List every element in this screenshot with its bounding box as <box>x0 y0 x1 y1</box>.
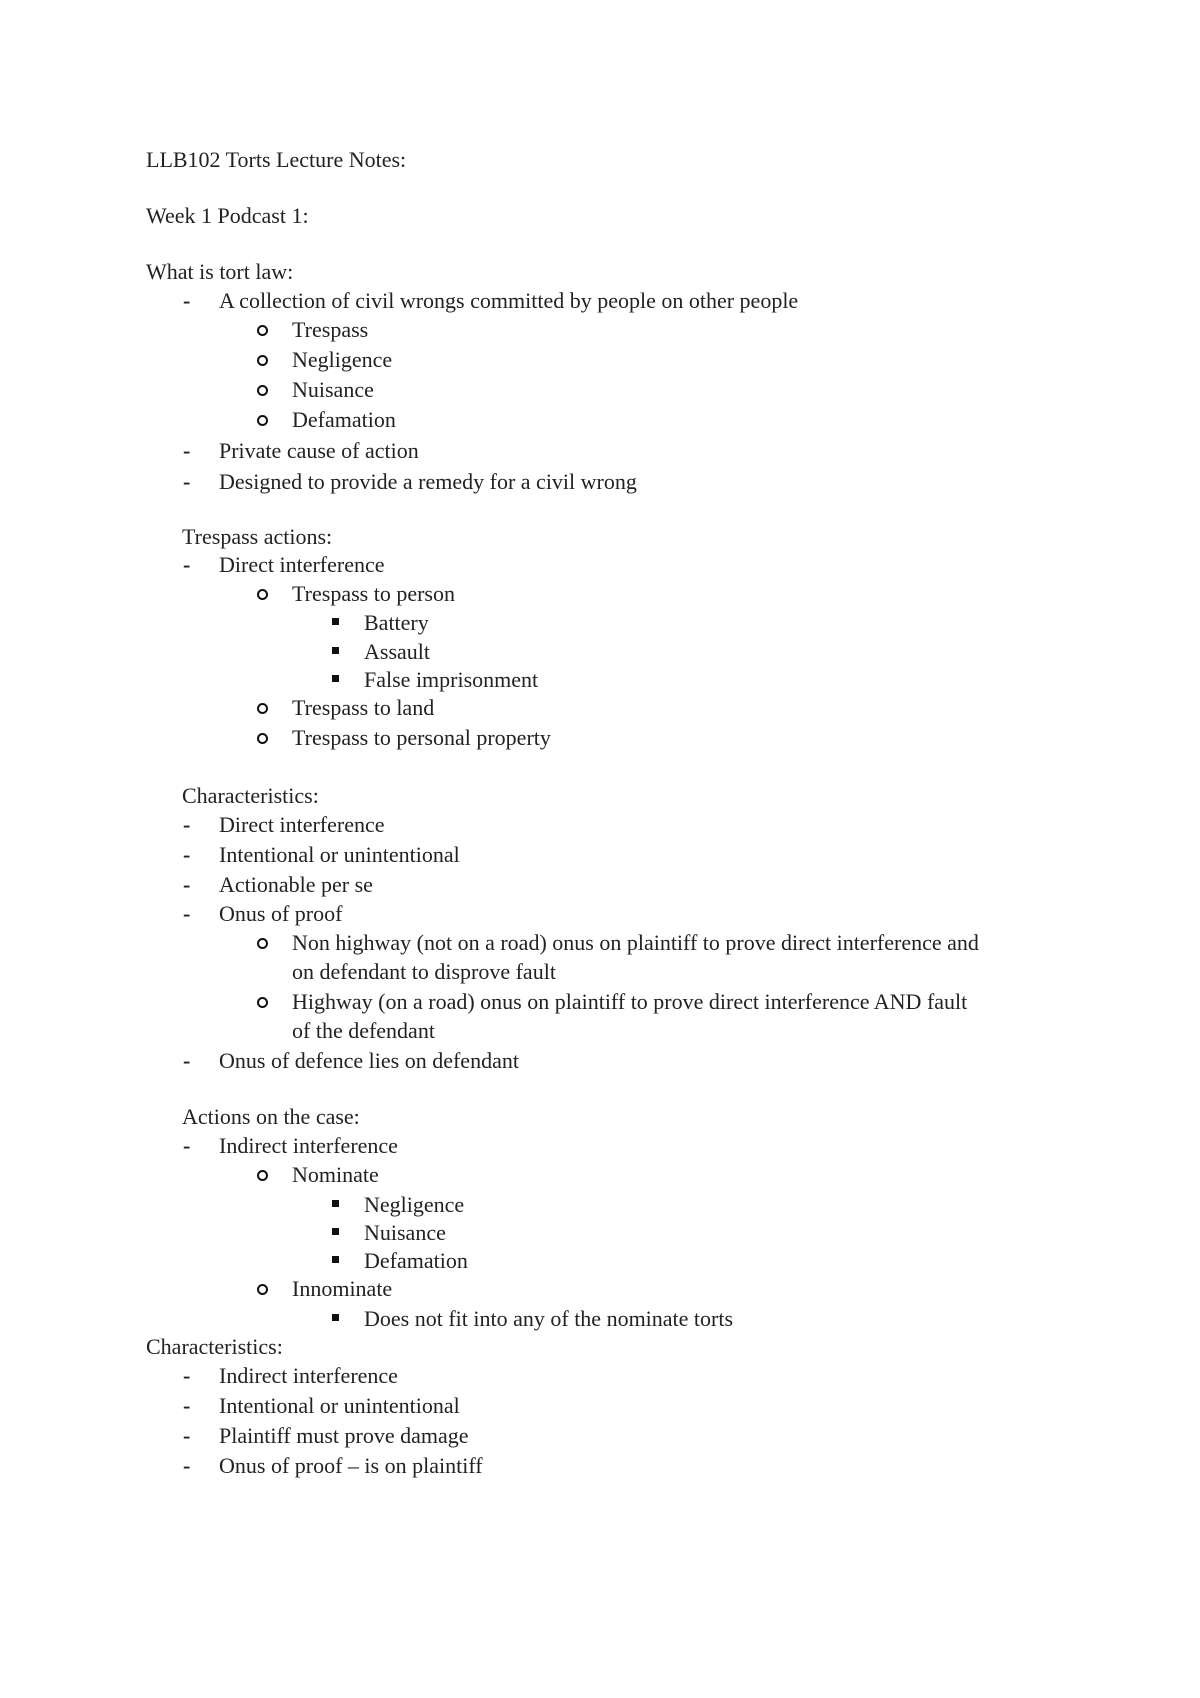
sub-list-item: Trespass <box>292 317 369 342</box>
circle-bullet-icon <box>257 415 268 426</box>
dash-bullet: - <box>183 288 191 313</box>
sub-sub-list-item: Battery <box>364 610 429 635</box>
section-heading: Characteristics: <box>182 783 319 808</box>
section-heading: Actions on the case: <box>182 1104 360 1129</box>
dash-bullet: - <box>183 552 191 577</box>
sub-list-item: Trespass to person <box>292 581 455 606</box>
circle-bullet-icon <box>257 733 268 744</box>
sub-sub-list-item: Does not fit into any of the nominate torts <box>364 1306 734 1331</box>
circle-bullet-icon <box>257 703 268 714</box>
dash-bullet: - <box>183 842 191 867</box>
dash-bullet: - <box>183 469 191 494</box>
circle-bullet-icon <box>257 355 268 366</box>
dash-bullet: - <box>183 872 191 897</box>
dash-bullet: - <box>183 901 191 926</box>
list-item: Direct interference <box>219 552 385 577</box>
circle-bullet-icon <box>257 1170 268 1181</box>
list-item: Actionable per se <box>219 872 373 897</box>
list-item: Direct interference <box>219 812 385 837</box>
sub-sub-list-item: Defamation <box>364 1248 468 1273</box>
sub-list-item-continuation: on defendant to disprove fault <box>292 959 556 984</box>
sub-sub-list-item: Nuisance <box>364 1220 446 1245</box>
circle-bullet-icon <box>257 589 268 600</box>
circle-bullet-icon <box>257 997 268 1008</box>
square-bullet-icon <box>332 675 339 682</box>
dash-bullet: - <box>183 1048 191 1073</box>
dash-bullet: - <box>183 1133 191 1158</box>
sub-list-item: Defamation <box>292 407 396 432</box>
dash-bullet: - <box>183 812 191 837</box>
dash-bullet: - <box>183 1363 191 1388</box>
sub-list-item: Negligence <box>292 347 393 372</box>
circle-bullet-icon <box>257 385 268 396</box>
sub-sub-list-item: False imprisonment <box>364 667 539 692</box>
square-bullet-icon <box>332 647 339 654</box>
section-heading: Trespass actions: <box>182 524 333 549</box>
list-item: Onus of defence lies on defendant <box>219 1048 519 1073</box>
list-item: Intentional or unintentional <box>219 1393 460 1418</box>
sub-sub-list-item: Negligence <box>364 1192 465 1217</box>
square-bullet-icon <box>332 1314 339 1321</box>
list-item: Indirect interference <box>219 1133 398 1158</box>
sub-list-item: Nominate <box>292 1162 379 1187</box>
list-item: Indirect interference <box>219 1363 398 1388</box>
circle-bullet-icon <box>257 938 268 949</box>
dash-bullet: - <box>183 1393 191 1418</box>
circle-bullet-icon <box>257 325 268 336</box>
document-subtitle: Week 1 Podcast 1: <box>146 203 309 228</box>
list-item: Designed to provide a remedy for a civil wrong <box>219 469 637 494</box>
dash-bullet: - <box>183 1453 191 1478</box>
square-bullet-icon <box>332 618 339 625</box>
dash-bullet: - <box>183 1423 191 1448</box>
sub-list-item: Nuisance <box>292 377 374 402</box>
sub-list-item: Trespass to land <box>292 695 435 720</box>
sub-sub-list-item: Assault <box>364 639 430 664</box>
section-heading: Characteristics: <box>146 1334 283 1359</box>
square-bullet-icon <box>332 1228 339 1235</box>
document-title: LLB102 Torts Lecture Notes: <box>146 147 407 172</box>
sub-list-item: Non highway (not on a road) onus on plaintiff to prove direct interference and <box>292 930 979 955</box>
circle-bullet-icon <box>257 1284 268 1295</box>
square-bullet-icon <box>332 1256 339 1263</box>
list-item: Plaintiff must prove damage <box>219 1423 469 1448</box>
sub-list-item: Highway (on a road) onus on plaintiff to prove direct interference AND fault <box>292 989 968 1014</box>
sub-list-item-continuation: of the defendant <box>292 1018 435 1043</box>
sub-list-item: Trespass to personal property <box>292 725 551 750</box>
list-item: Intentional or unintentional <box>219 842 460 867</box>
sub-list-item: Innominate <box>292 1276 393 1301</box>
section-heading: What is tort law: <box>146 259 294 284</box>
square-bullet-icon <box>332 1200 339 1207</box>
list-item: Onus of proof <box>219 901 343 926</box>
list-item: Private cause of action <box>219 438 419 463</box>
list-item: Onus of proof – is on plaintiff <box>219 1453 483 1478</box>
list-item: A collection of civil wrongs committed by people on other people <box>219 288 799 313</box>
dash-bullet: - <box>183 438 191 463</box>
